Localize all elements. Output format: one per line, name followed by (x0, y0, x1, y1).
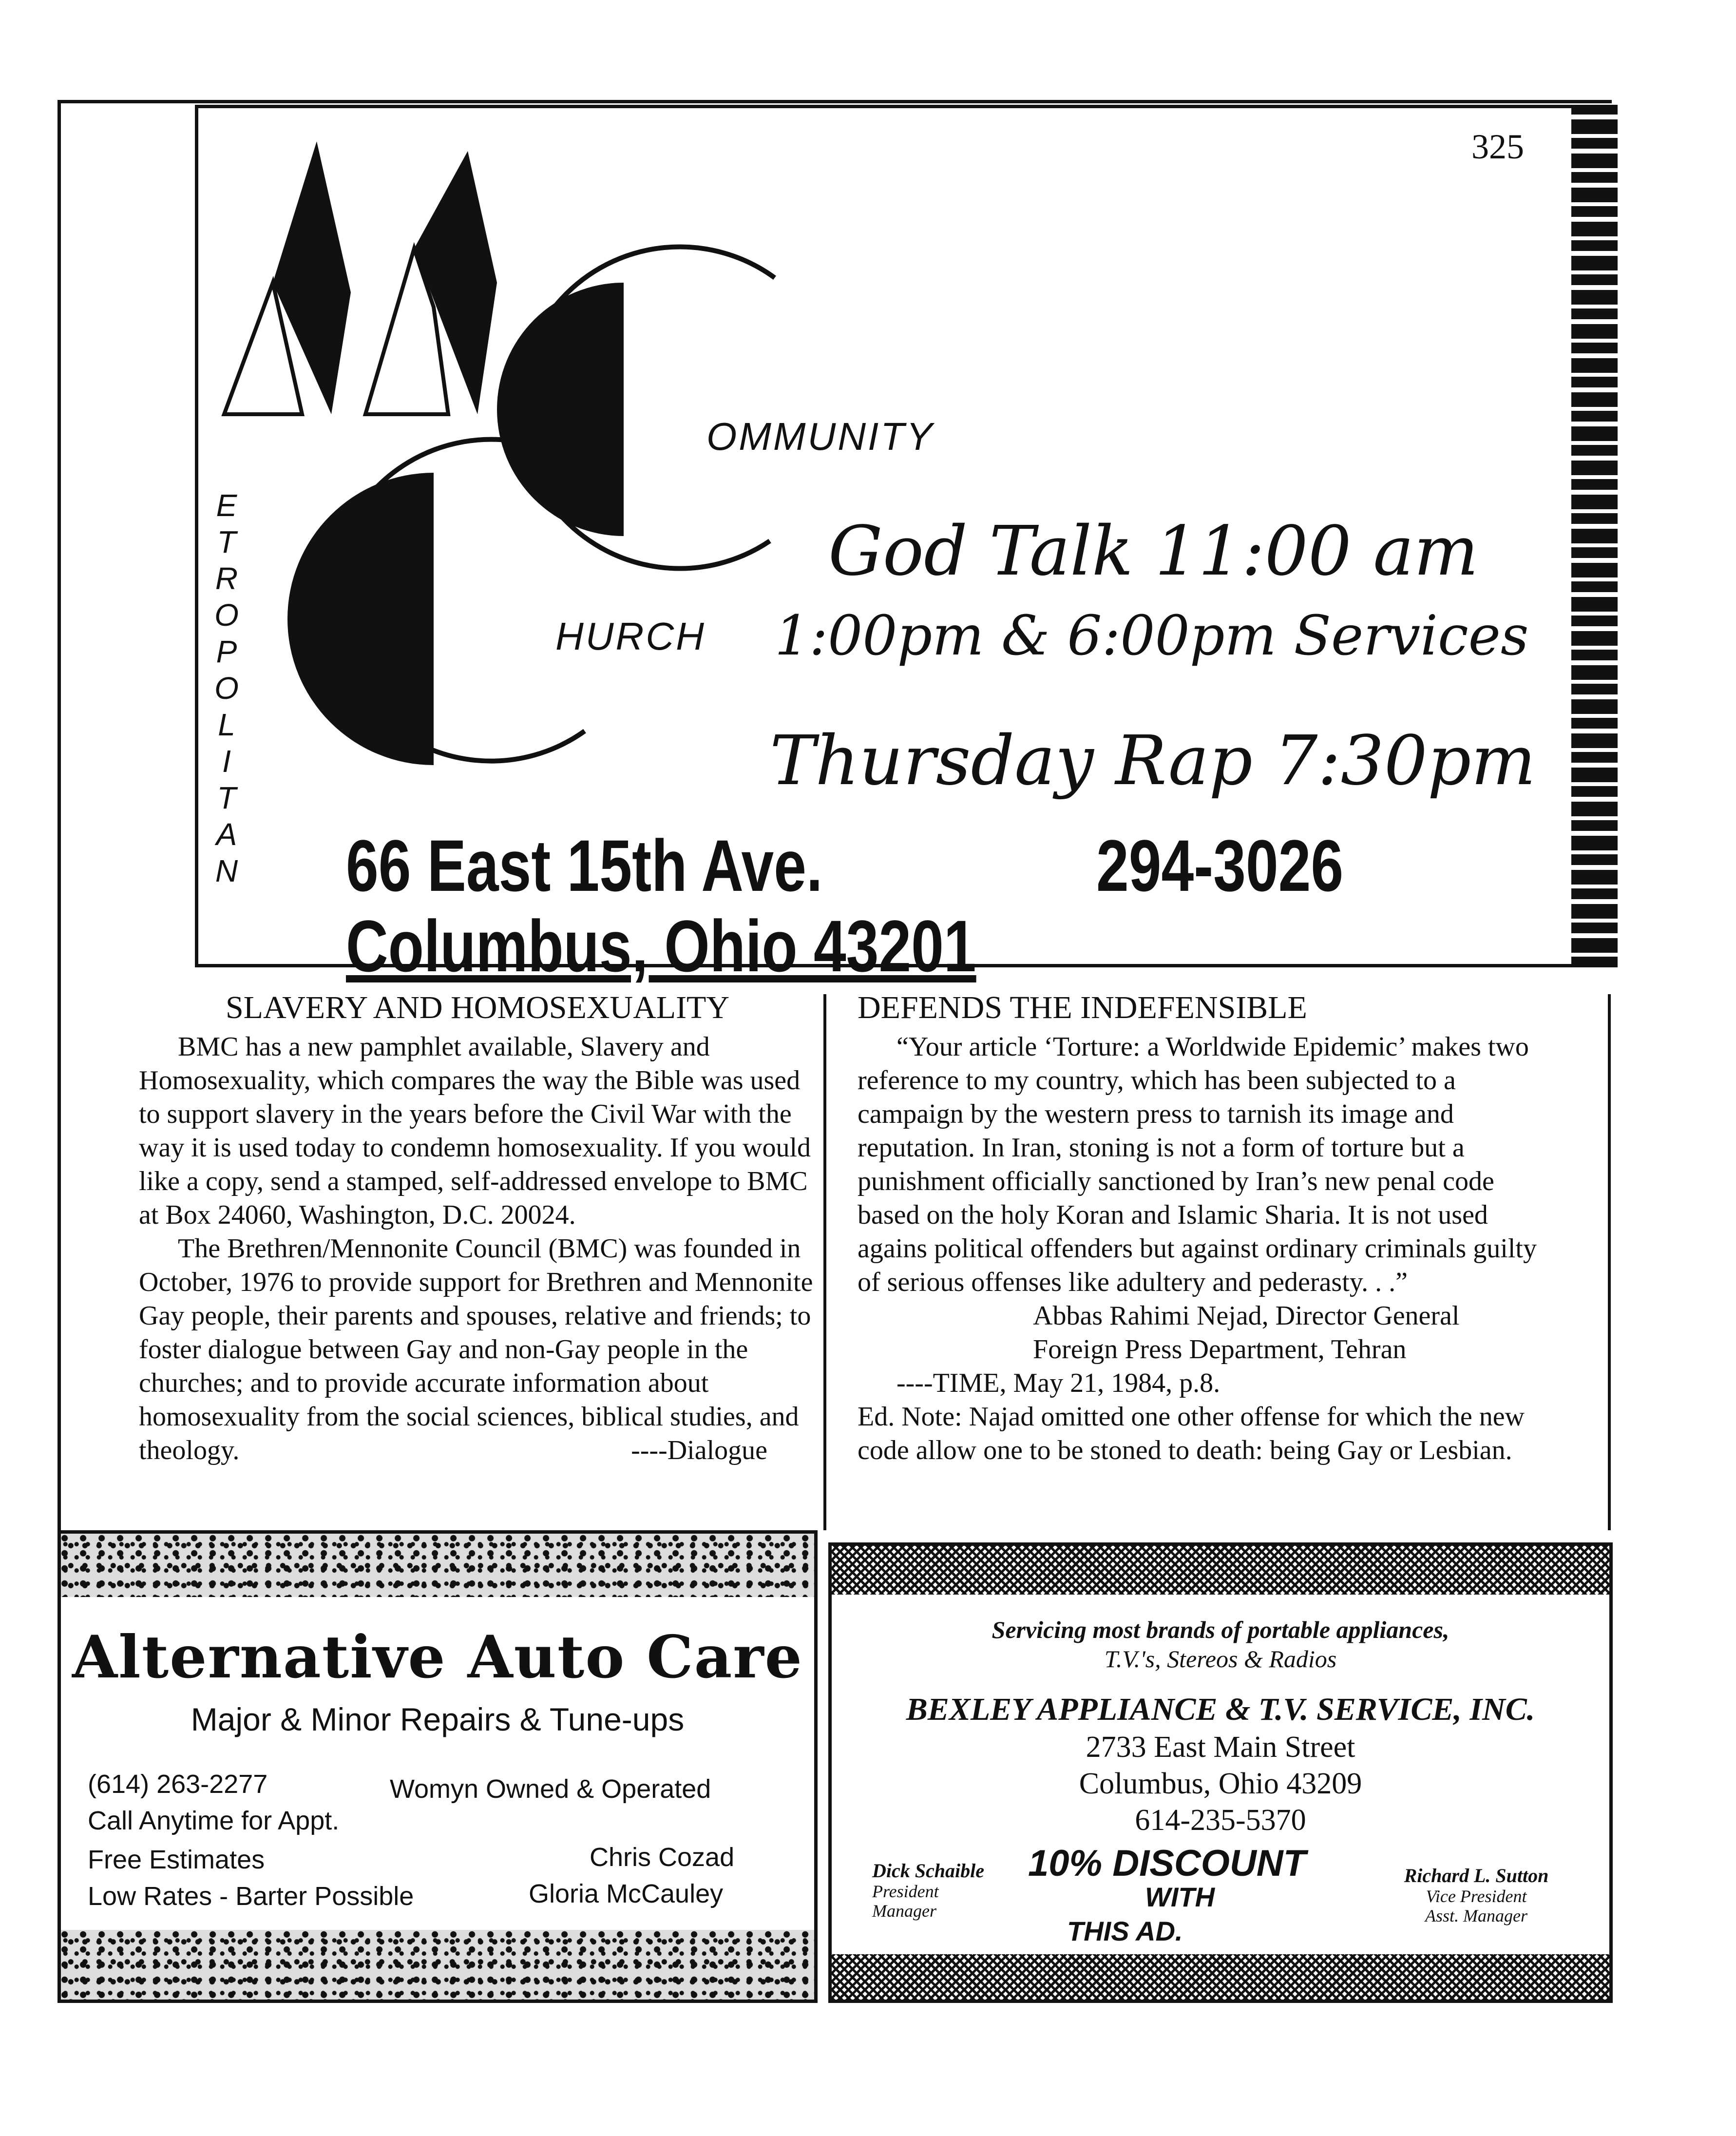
outer-top-rule (57, 100, 1612, 103)
bexley-ad-right-title2: Asst. Manager (1425, 1906, 1527, 1925)
auto-ad-title: Alternative Auto Care (72, 1623, 803, 1692)
mcc-address-line1: 66 East 15th Ave. (346, 825, 823, 906)
logo-side-letters (210, 487, 244, 889)
article-slavery-para2: The Brethren/Mennonite Council (BMC) was founded in October, 1976 to provide support for Brethren and Mennonite Gay people, their parents and spouses, relative and friends; to foster dialogue between Gay and non-Gay people in the churches; and to provide accurate information about homosexuality from the social sciences, biblical studies, and theology. (139, 1233, 813, 1465)
logo-m-peak-1 (273, 141, 351, 414)
auto-ad-bottom-border (61, 1930, 814, 2000)
article-indefensible-ed-note: Ed. Note: Najad omitted one other offense for which the new code allow one to be stoned to death: being Gay or Lesbian. (858, 1402, 1525, 1465)
article-slavery-para1: BMC has a new pamphlet available, Slavery and Homosexuality, which compares the way the Bible was used to support slavery in the years before the Civil War with the way it is used today to condemn homosexuality. If you would like a copy, send a stamped, self-addressed envelope to BMC at Box 24060, Washington, D.C. 20024. (139, 1032, 811, 1230)
article-indefensible (858, 989, 1545, 1467)
article-indefensible-citation: ----TIME, May 21, 1984, p.8. (897, 1368, 1221, 1398)
article-slavery (139, 989, 816, 1467)
bexley-ad-left-title1: President (872, 1882, 939, 1901)
article-indefensible-attribution2: Foreign Press Department, Tehran (1033, 1334, 1407, 1365)
article-slavery-heading: SLAVERY AND HOMOSEXUALITY (225, 990, 730, 1025)
bexley-ad-discount3: THIS AD. (1067, 1916, 1183, 1946)
page-number: 325 (1471, 127, 1524, 166)
bexley-ad-bottom-border (832, 1954, 1609, 2000)
auto-ad-call: Call Anytime for Appt. (88, 1806, 340, 1835)
logo-letter: L (218, 707, 235, 742)
auto-ad-owner1: Chris Cozad (590, 1843, 735, 1872)
auto-ad-estimates: Free Estimates (88, 1845, 265, 1874)
logo-word-community: OMMUNITY (706, 415, 935, 458)
bexley-ad-left-title2: Manager (872, 1901, 936, 1921)
logo-letter: P (216, 634, 237, 669)
auto-ad-owned: Womyn Owned & Operated (390, 1774, 711, 1804)
bexley-ad-discount1: 10% DISCOUNT (1028, 1843, 1306, 1884)
logo-letter: N (215, 853, 238, 888)
bexley-ad-city: Columbus, Ohio 43209 (1079, 1767, 1362, 1800)
auto-ad-rates: Low Rates - Barter Possible (88, 1882, 414, 1911)
bexley-ad-right-name: Richard L. Sutton (1404, 1865, 1549, 1886)
service-times-line3: Thursday Rap 7:30pm (770, 721, 1536, 801)
bexley-ad-discount2: WITH (1145, 1882, 1215, 1912)
article-slavery-source: ----Dialogue (631, 1435, 767, 1465)
logo-letter: R (215, 561, 238, 596)
service-times-line2: 1:00pm & 6:00pm Services (775, 604, 1529, 668)
auto-ad-phone: (614) 263-2277 (88, 1770, 268, 1799)
bexley-ad-left-name: Dick Schaible (872, 1860, 984, 1882)
auto-ad-subtitle: Major & Minor Repairs & Tune-ups (191, 1701, 685, 1737)
mcc-phone: 294-3026 (1096, 825, 1344, 906)
mcc-address-line2: Columbus, Ohio 43201 (346, 905, 976, 987)
logo-letter: O (214, 597, 239, 633)
mcc-ad-border-strip (1571, 105, 1618, 967)
bexley-ad-tagline1: Servicing most brands of portable appliances, (992, 1616, 1450, 1643)
logo-letter: I (222, 744, 231, 779)
bexley-ad-street: 2733 East Main Street (1086, 1731, 1355, 1764)
service-times-line1: God Talk 11:00 am (828, 512, 1479, 591)
bexley-ad-name: BEXLEY APPLIANCE & T.V. SERVICE, INC. (906, 1692, 1535, 1727)
logo-letter: T (217, 780, 236, 815)
bexley-ad-right-title1: Vice President (1426, 1886, 1527, 1906)
logo-letter: T (217, 524, 236, 559)
logo-word-church: HURCH (555, 615, 706, 658)
logo-half-disc (287, 473, 434, 765)
right-column-rule (1608, 994, 1611, 1530)
logo-letter: A (216, 817, 237, 852)
auto-ad-owner2: Gloria McCauley (529, 1879, 724, 1908)
bexley-ad-phone: 614-235-5370 (1135, 1804, 1306, 1837)
auto-ad-top-border (61, 1534, 814, 1597)
logo-circle-upper-fill (497, 283, 624, 536)
column-divider (823, 994, 826, 1530)
outer-left-rule (57, 100, 61, 1533)
logo-letter: E (216, 488, 237, 523)
bexley-ad-top-border (832, 1546, 1609, 1595)
bexley-ad-tagline2: T.V.'s, Stereos & Radios (1104, 1645, 1337, 1673)
article-indefensible-quote: “Your article ‘Torture: a Worldwide Epidemic’ makes two reference to my country, which has been subjected to a campaign by the western press to tarnish its image and reputation. In Iran, stoning is not a form of torture but a punishment officially sanctioned by Iran’s new penal code based on the holy Koran and Islamic Sharia. It is not used agains political offenders but against ordinary criminals guilty of serious offenses like adultery and pederasty. . .” (858, 1032, 1537, 1297)
article-indefensible-attribution1: Abbas Rahimi Nejad, Director General (1033, 1301, 1460, 1331)
article-indefensible-heading: DEFENDS THE INDEFENSIBLE (858, 990, 1307, 1025)
logo-letter: O (214, 671, 239, 706)
